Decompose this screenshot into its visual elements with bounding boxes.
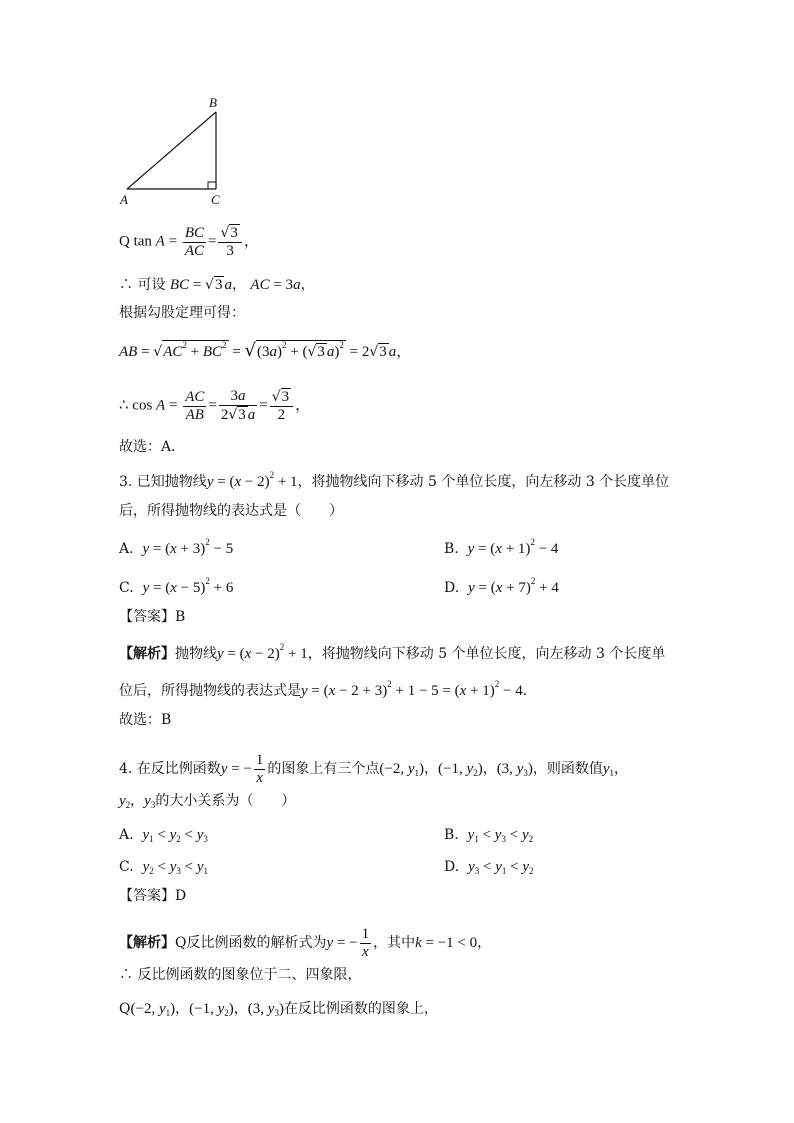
- q3-stem-line1: 3. 已知抛物线$y = (x - 2)^2 + 1$，将抛物线向下移动 5 个单位长度，向左移动 3 个长度单位: [119, 470, 670, 490]
- q4-option-a[interactable]: A. $y_1 < y_2 < y_3$: [119, 827, 208, 844]
- q4-option-c[interactable]: C. $y_2 < y_3 < y_1$: [119, 859, 209, 876]
- q3-final: 故选：B: [119, 712, 172, 728]
- q3-stem-line2: 后，所得抛物线的表达式是（ ）: [119, 503, 343, 519]
- q3-option-b[interactable]: B. $y = (x + 1)^2 - 4$: [444, 537, 559, 557]
- q3-answer: 【答案】B: [119, 609, 186, 625]
- q3-option-d[interactable]: D. $y = (x + 7)^2 + 4$: [444, 576, 559, 596]
- q3-option-a[interactable]: A. $y = (x + 3)^2 - 5$: [119, 537, 234, 557]
- vertex-label-b: B: [209, 95, 217, 110]
- q3-option-c[interactable]: C. $y = (x - 5)^2 + 6$: [119, 576, 234, 596]
- sol2-answer: 故选：A．: [119, 439, 186, 455]
- q3-jiexi-line2: 位后，所得抛物线的表达式是$y = (x - 2 + 3)^2 + 1 - 5 = (x + 1)^2 - 4$．: [119, 679, 537, 699]
- q3-jiexi-line1: 【解析】抛物线$y = (x - 2)^2 + 1$，将抛物线向下移动 5 个单位长度，向左移动 3 个长度单: [119, 642, 666, 662]
- assume-line: ∴ 可设 BC = √3 a， AC = 3a，: [119, 277, 315, 293]
- q4-option-b[interactable]: B. $y_1 < y_3 < y_2$: [444, 827, 534, 844]
- q4-jiexi-line2: ∴ 反比例函数的图象位于二、四象限，: [119, 967, 362, 983]
- vertex-label-a: A: [120, 192, 128, 207]
- tan-equation: Q tan A = $\frac{BC}{AC}$ = $\frac{√3}{3}$ ，: [119, 224, 259, 260]
- vertex-label-c: C: [211, 192, 220, 207]
- q4-jiexi-line1: 【解析】Q反比例函数的解析式为y = − $\frac{1}{x}$ ，其中k = −1 < 0，: [119, 926, 492, 961]
- q4-answer: 【答案】D: [119, 888, 187, 904]
- q4-stem-line2: $y_2$，$y_3$的大小关系为（ ）: [119, 793, 296, 810]
- right-triangle-figure: [115, 95, 235, 207]
- q4-jiexi-line3: Q(−2, $y_1$)，(−1, $y_2$)，(3, $y_3$)在反比例函数的图象上，: [119, 1001, 438, 1018]
- pythagoras-intro: 根据勾股定理可得：: [119, 305, 245, 321]
- q4-option-d[interactable]: D. $y_3 < y_1 < y_2$: [444, 859, 534, 876]
- cos-equation: ∴ cos A = $\frac{AC}{AB}$ = $\frac{3a}{2√3 a}$ = $\frac{√3}{2}$ ，: [119, 388, 311, 424]
- q4-stem-line1: 4. 在反比例函数y = − $\frac{1}{x}$ 的图象上有三个点(−2, $y_1$)，(−1, $y_2$)，(3, $y_3$)，则函数值$y_1$，: [119, 752, 629, 787]
- ab-equation: AB = $√AC^2 + BC^2 = √(3a)^2 + (√3$ a)$^2$ = 2√3 a，: [119, 340, 412, 361]
